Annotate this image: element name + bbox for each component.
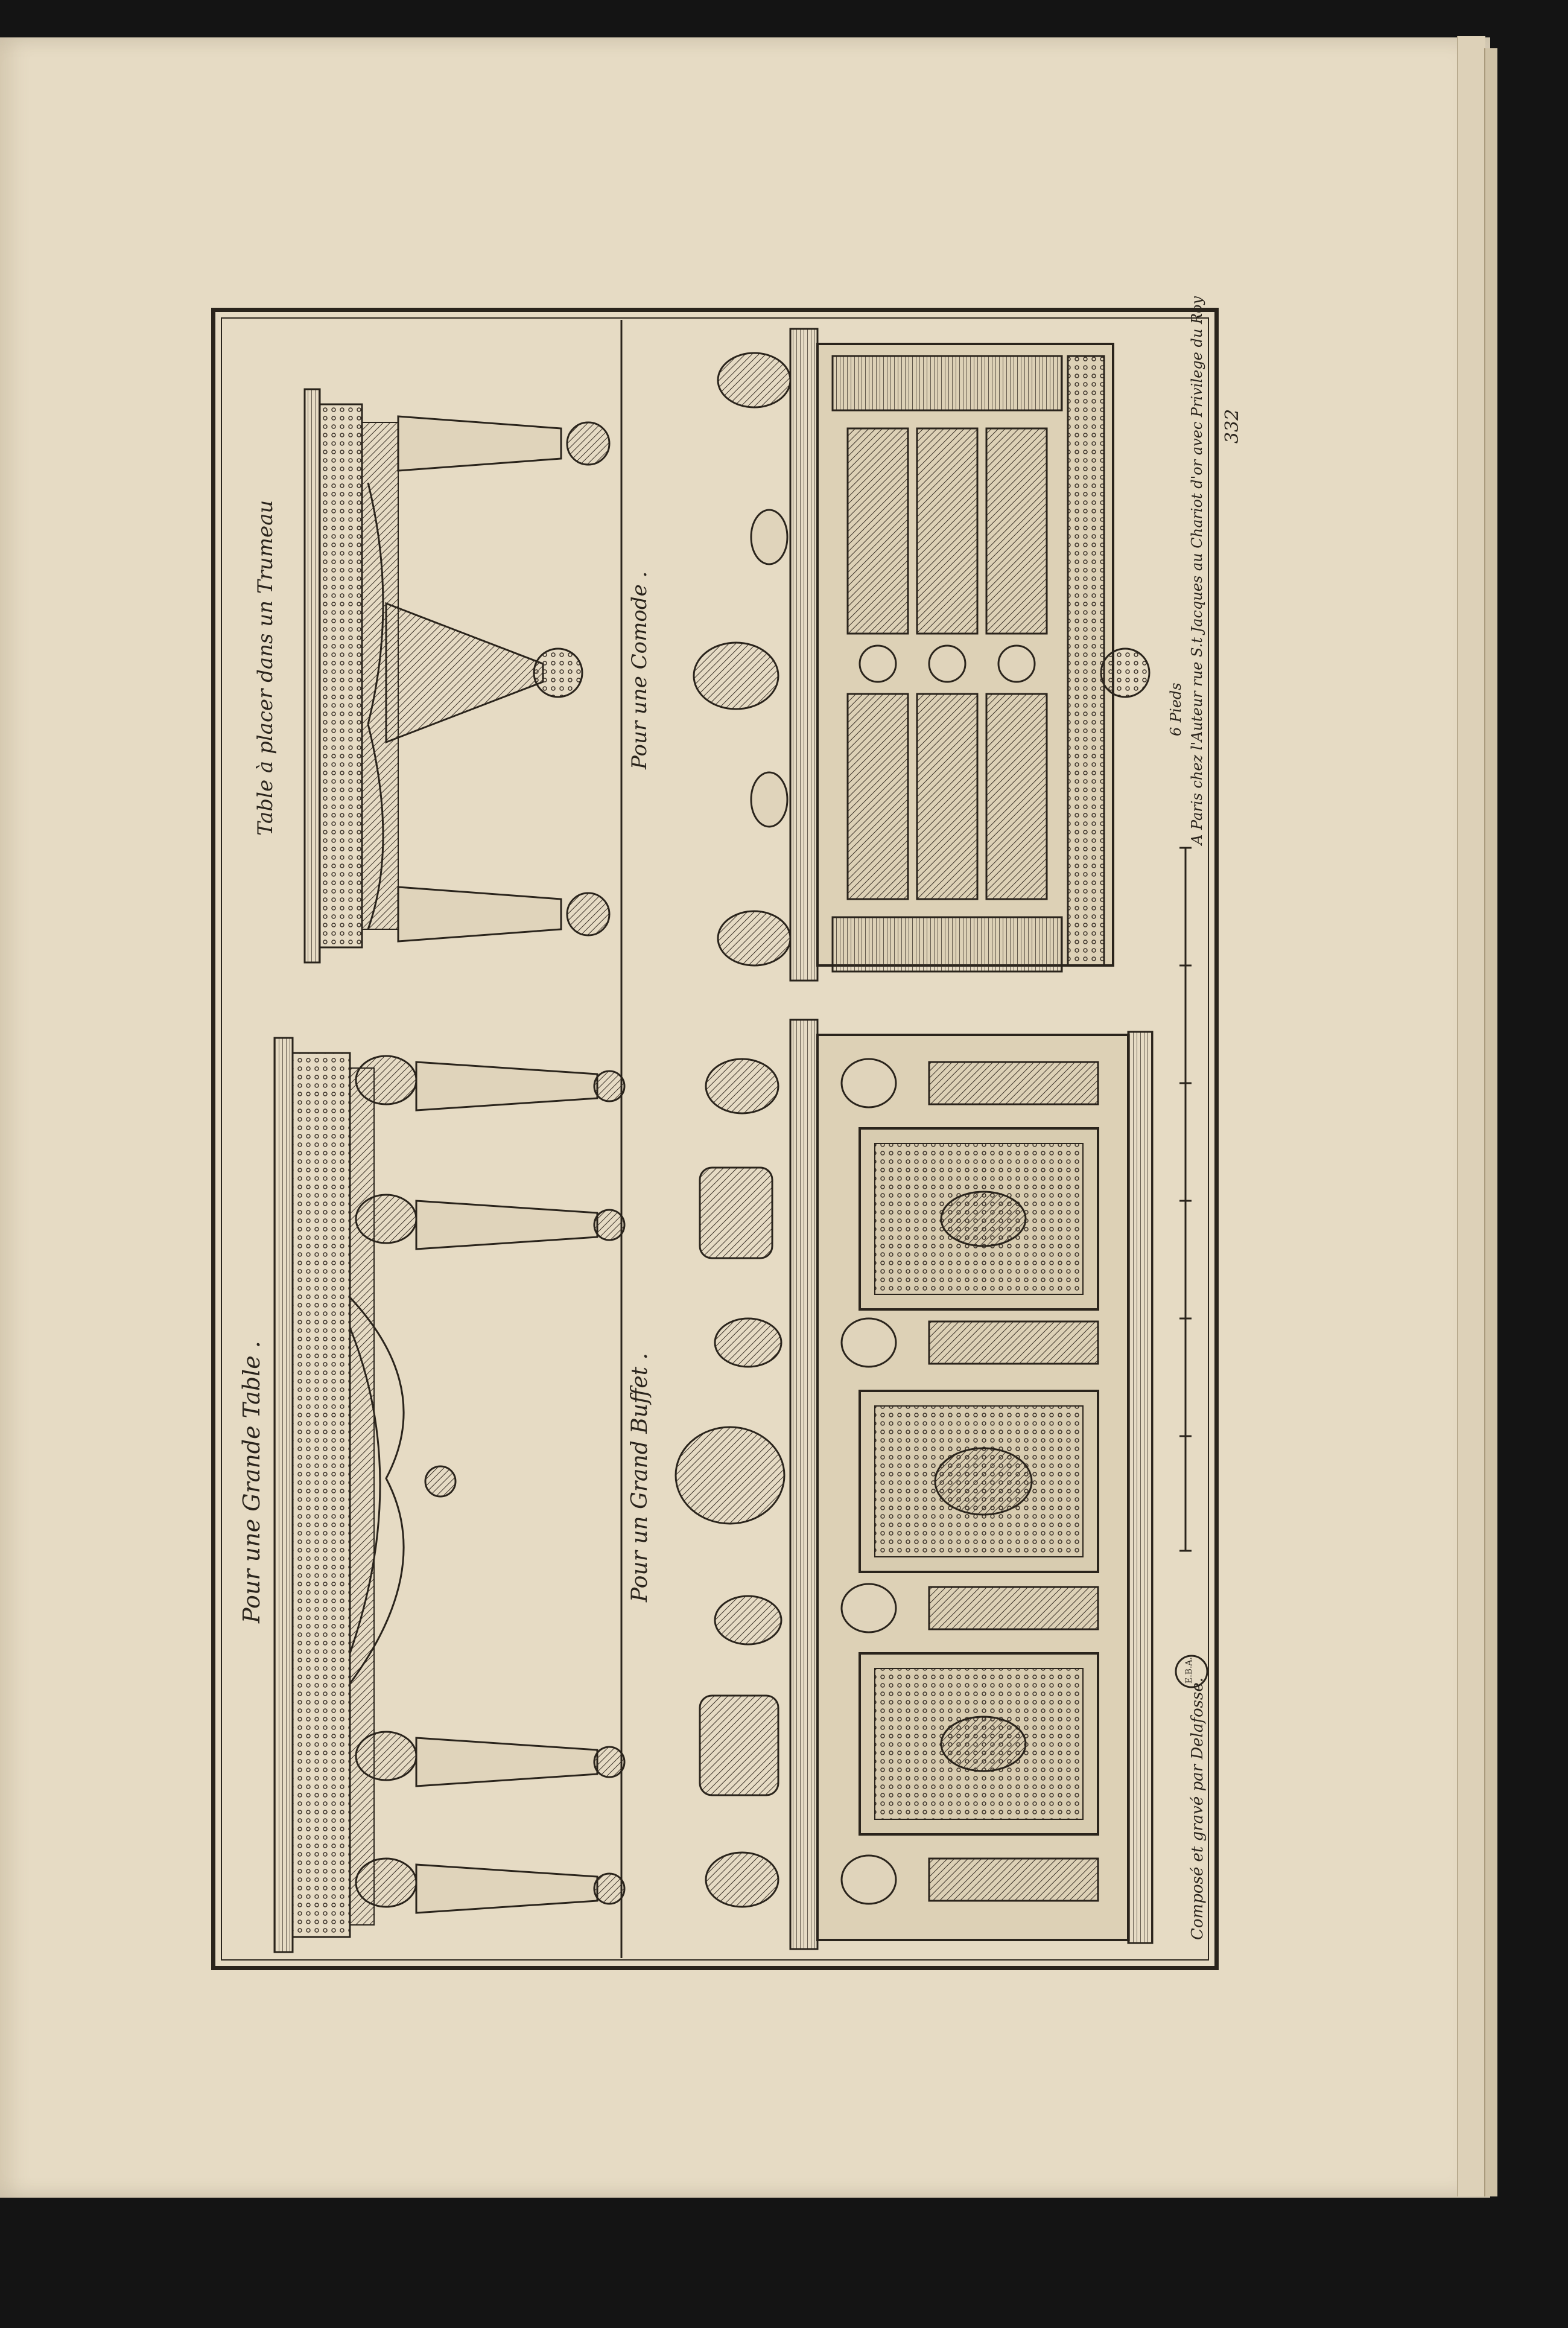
caption-grande-table: Pour une Grande Table . [238,1341,265,1623]
publisher-line: A Paris chez l'Auteur rue S.t Jacques au Chariot d'or avec Privilege du Roy [1189,296,1205,845]
comode-drawing [694,329,1149,981]
artist-line: Composé et gravé par Delafosse. [1189,1677,1207,1940]
caption-trumeau: Table à placer dans un Trumeau [253,500,278,836]
scale-bar [1179,848,1192,1551]
caption-comode: Pour une Comode . [627,571,652,769]
trumeau-table-drawing [305,389,609,962]
scale-label: 6 Pieds [1167,682,1184,736]
caption-buffet: Pour un Grand Buffet . [627,1353,652,1602]
grande-table-drawing [275,1038,624,1952]
grand-buffet-drawing [676,1020,1152,1949]
page-number: 332 [1222,409,1243,444]
collection-stamp-text: E.B.A. [1184,1657,1194,1684]
